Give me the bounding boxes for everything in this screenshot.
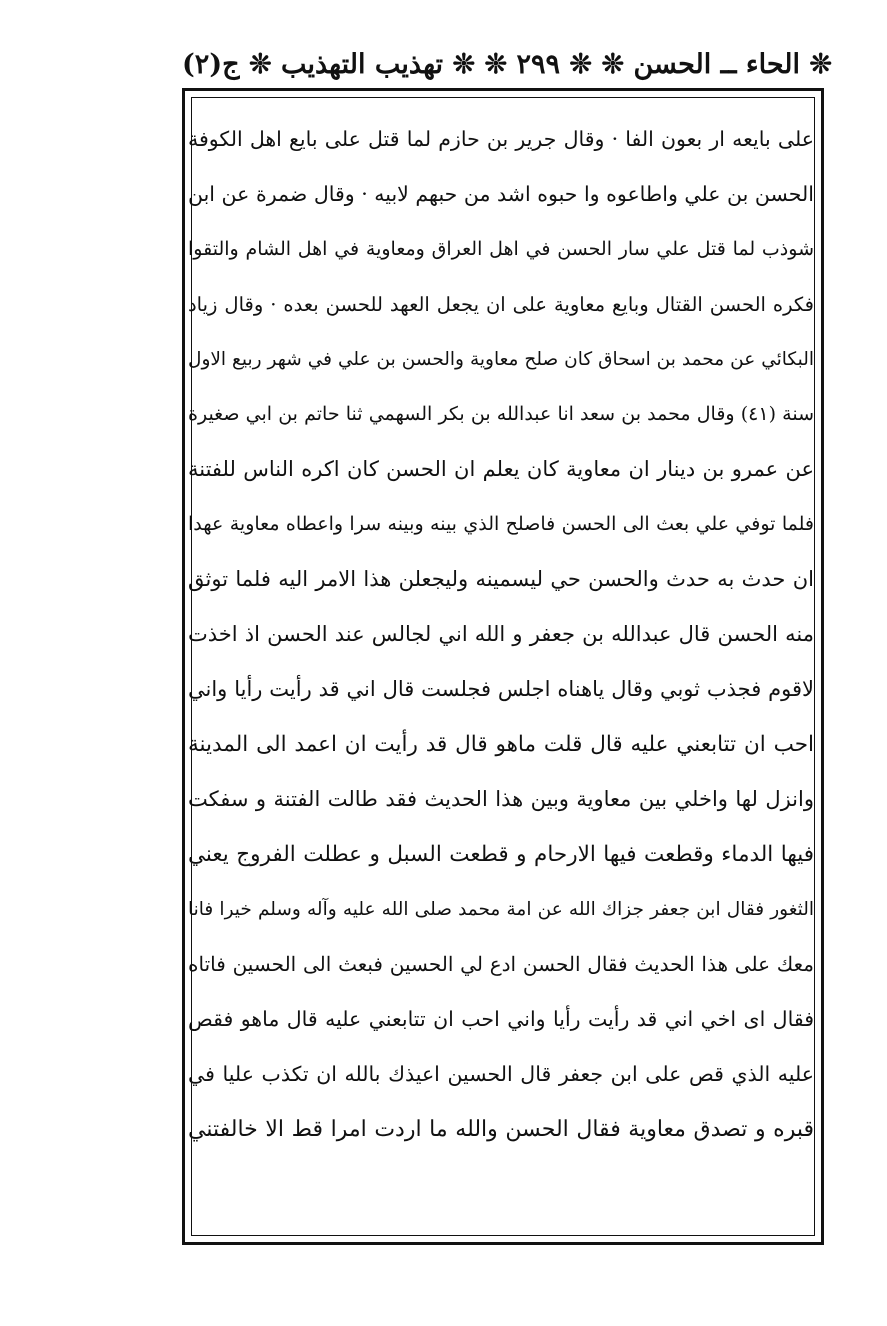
text-line: معك على هذا الحديث فقال الحسن ادع لي الحسين فبعث الى الحسين فاتاه [188, 952, 814, 976]
text-line: عليه الذي قص على ابن جعفر قال الحسين اعيذك بالله ان تكذب عليا في [188, 1062, 814, 1086]
text-line: لاقوم فجذب ثوبي وقال ياهناه اجلس فجلست قال اني قد رأيت رأيا واني [188, 677, 814, 701]
text-line: فلما توفي علي بعث الى الحسن فاصلح الذي بينه وبينه سرا واعطاه معاوية عهدا [188, 513, 814, 535]
volume-label: ج(٢) [182, 48, 240, 80]
page-number: ❊ ٢٩٩ ❊ [484, 48, 593, 80]
text-line: عن عمرو بن دينار ان معاوية كان يعلم ان الحسن كان اكره الناس للفتنة [188, 457, 814, 481]
text-line: قبره و تصدق معاوية فقال الحسن والله ما اردت امرا قط الا خالفتني [188, 1117, 814, 1142]
text-line: الثغور فقال ابن جعفر جزاك الله عن امة محمد صلى الله عليه وآله وسلم خيرا فانا [188, 899, 814, 920]
text-line: شوذب لما قتل علي سار الحسن في اهل العراق ومعاوية في اهل الشام والتقوا [188, 238, 814, 260]
page-header [182, 42, 832, 86]
text-line: فكره الحسن القتال وبايع معاوية على ان يجعل العهد للحسن بعده · وقال زياد [188, 293, 814, 316]
text-line: فيها الدماء وقطعت فيها الارحام و قطعت السبل و عطلت الفروج يعني [188, 842, 814, 867]
text-line: فقال اى اخي اني قد رأيت رأيا واني احب ان تتابعني عليه قال ماهو فقص [188, 1007, 814, 1031]
text-line: على بايعه ار بعون الفا · وقال جرير بن حازم لما قتل على بايع اهل الكوفة [188, 127, 814, 151]
text-line: سنة (٤١) وقال محمد بن سعد انا عبدالله بن بكر السهمي ثنا حاتم بن ابي صغيرة [188, 403, 814, 425]
section-title: ❊ الحاء ــ الحسن ❊ [601, 48, 832, 80]
text-line: وانزل لها واخلي بين معاوية وبين هذا الحديث فقد طالت الفتنة و سفكت [188, 787, 814, 811]
text-line: ان حدث به حدث والحسن حي ليسمينه وليجعلن هذا الامر اليه فلما توثق [188, 567, 814, 591]
text-line: البكائي عن محمد بن اسحاق كان صلح معاوية والحسن بن علي في شهر ربيع الاول [188, 349, 814, 370]
book-title: ❊ تهذيب التهذيب ❊ [248, 48, 476, 80]
text-line: احب ان تتابعني عليه قال قلت ماهو قال قد رأيت ان اعمد الى المدينة [188, 732, 814, 757]
text-line: منه الحسن قال عبدالله بن جعفر و الله اني لجالس عند الحسن اذ اخذت [188, 622, 814, 646]
text-line: الحسن بن علي واطاعوه وا حبوه اشد من حبهم لابيه · وقال ضمرة عن ابن [188, 182, 814, 206]
body-text [188, 112, 814, 1232]
